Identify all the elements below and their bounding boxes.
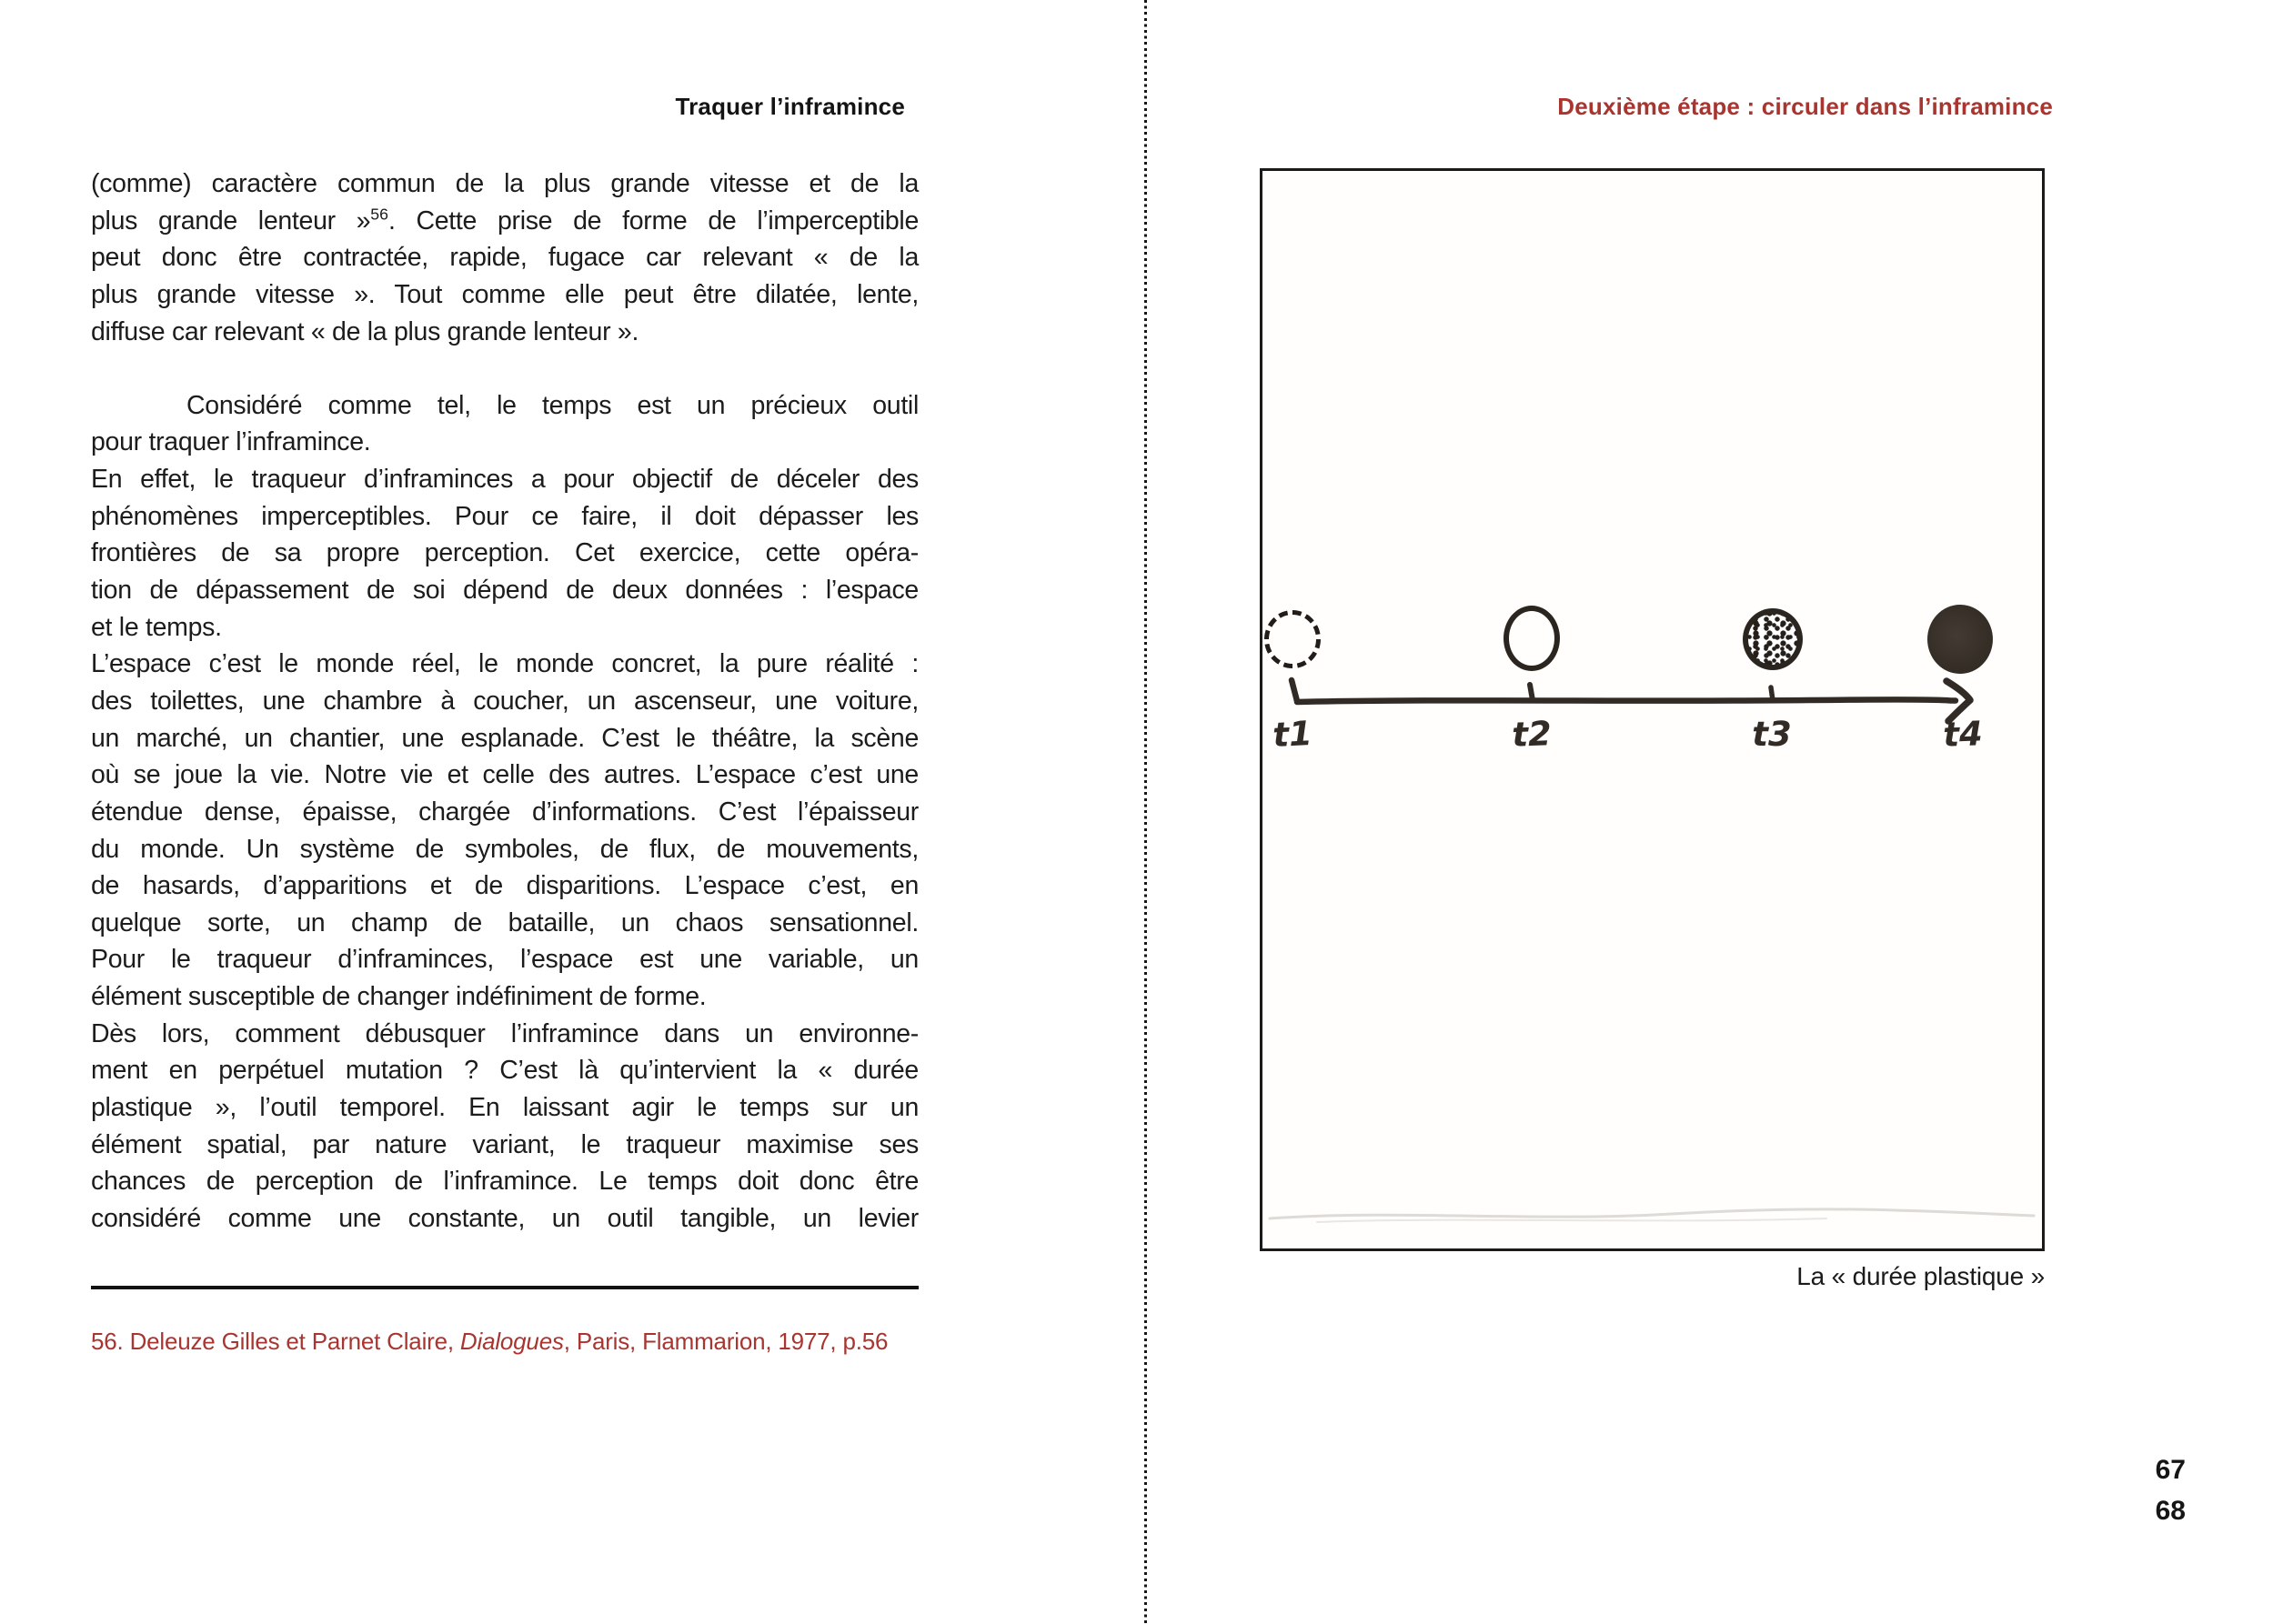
page-numbers — [2074, 1449, 2186, 1531]
body-line: phénomènes imperceptibles. Pour ce faire, il doit dépasser les — [91, 501, 919, 531]
page-number: 68 — [2155, 1496, 2186, 1526]
body-line: Pour le traqueur d’inframinces, l’espace est une variable, un — [91, 945, 919, 975]
timeline-label-t1: t1 — [1272, 713, 1313, 756]
body-line: tion de dépassement de soi dépend de deux données : l’espace — [91, 576, 919, 606]
timeline-label-t4: t4 — [1942, 714, 1984, 755]
timeline-start-tick — [1292, 680, 1297, 701]
body-line: pour traquer l’inframince. — [91, 427, 371, 457]
body-line: L’espace c’est le monde réel, le monde concret, la pure réalité : — [91, 649, 919, 679]
footnote-text-tail: , Paris, Flammarion, 1977, p.56 — [563, 1328, 889, 1355]
body-line: du monde. Un système de symboles, de flux, de mouvements, — [91, 834, 919, 864]
figure-frame — [1260, 168, 2045, 1251]
body-line: ment en perpétuel mutation ? C’est là qu’intervient la « durée — [91, 1056, 919, 1086]
timeline-tick-t2 — [1530, 685, 1533, 700]
body-line: quelque sorte, un champ de bataille, un chaos sensationnel. — [91, 907, 919, 937]
body-line: où se joue la vie. Notre vie et celle des autres. L’espace c’est une — [91, 760, 919, 790]
stage-circle-filled-icon — [1927, 605, 1993, 674]
timeline-tick-t3 — [1771, 687, 1773, 700]
body-line: (comme) caractère commun de la plus grande vitesse et de la — [91, 169, 919, 198]
footnote-text: 56. Deleuze Gilles et Parnet Claire, — [91, 1328, 460, 1355]
scan-artifact — [1262, 1198, 2042, 1231]
timeline-label-t2: t2 — [1511, 714, 1553, 755]
body-line: de hasards, d’apparitions et de disparitions. L’espace c’est, en — [91, 871, 919, 901]
stage-circle-dashed-icon — [1264, 610, 1321, 668]
body-line: des toilettes, une chambre à coucher, un ascenseur, une voiture, — [91, 686, 919, 716]
body-text — [91, 165, 919, 1238]
body-line: plus grande vitesse ». Tout comme elle peut être dilatée, lente, — [91, 279, 919, 309]
running-head-right: Deuxième étape : circuler dans l’inframince — [1557, 93, 2053, 120]
footnote-book-title: Dialogues — [459, 1328, 564, 1355]
timeline-label-t3: t3 — [1752, 715, 1792, 754]
body-line: et le temps. — [91, 612, 222, 642]
page-fold-dotted-divider — [1144, 0, 1147, 1624]
body-line: élément spatial, par nature variant, le traqueur maximise ses — [91, 1129, 919, 1159]
footnote-reference: 56 — [370, 205, 388, 224]
body-line: élément susceptible de changer indéfiniment de forme. — [91, 982, 707, 1012]
stage-circle-speckled-icon — [1743, 608, 1803, 670]
body-line: chances de perception de l’inframince. Le temps doit donc être — [91, 1167, 919, 1197]
body-line: En effet, le traqueur d’inframinces a pour objectif de déceler des — [91, 465, 919, 495]
body-line: étendue dense, épaisse, chargée d’informations. C’est l’épaisseur — [91, 797, 919, 827]
body-line: Dès lors, comment débusquer l’inframince dans un environne- — [91, 1018, 919, 1048]
page-number: 67 — [2155, 1455, 2186, 1485]
running-head-left: Traquer l’inframince — [675, 93, 905, 120]
body-line: un marché, un chantier, une esplanade. C’est le théâtre, la scène — [91, 723, 919, 753]
body-line-text: . Cette prise de forme de l’imperceptible — [387, 206, 919, 236]
body-line-text: plus grande lenteur » — [91, 206, 371, 236]
body-line: diffuse car relevant « de la plus grande lenteur ». — [91, 316, 639, 346]
footnote-rule — [91, 1286, 919, 1289]
body-line: plastique », l’outil temporel. En laissant agir le temps sur un — [91, 1093, 919, 1123]
timeline-axis — [1297, 699, 1956, 702]
body-line: peut donc être contractée, rapide, fugace car relevant « de la — [91, 243, 919, 273]
body-line: Considéré comme tel, le temps est un précieux outil — [186, 390, 919, 420]
body-line: frontières de sa propre perception. Cet exercice, cette opéra- — [91, 538, 919, 568]
body-line — [91, 203, 919, 240]
body-line: considéré comme une constante, un outil tangible, un levier — [91, 1203, 919, 1233]
stage-circle-outline-icon — [1504, 606, 1560, 671]
footnote — [91, 1328, 919, 1356]
figure-caption: La « durée plastique » — [1796, 1262, 2045, 1290]
